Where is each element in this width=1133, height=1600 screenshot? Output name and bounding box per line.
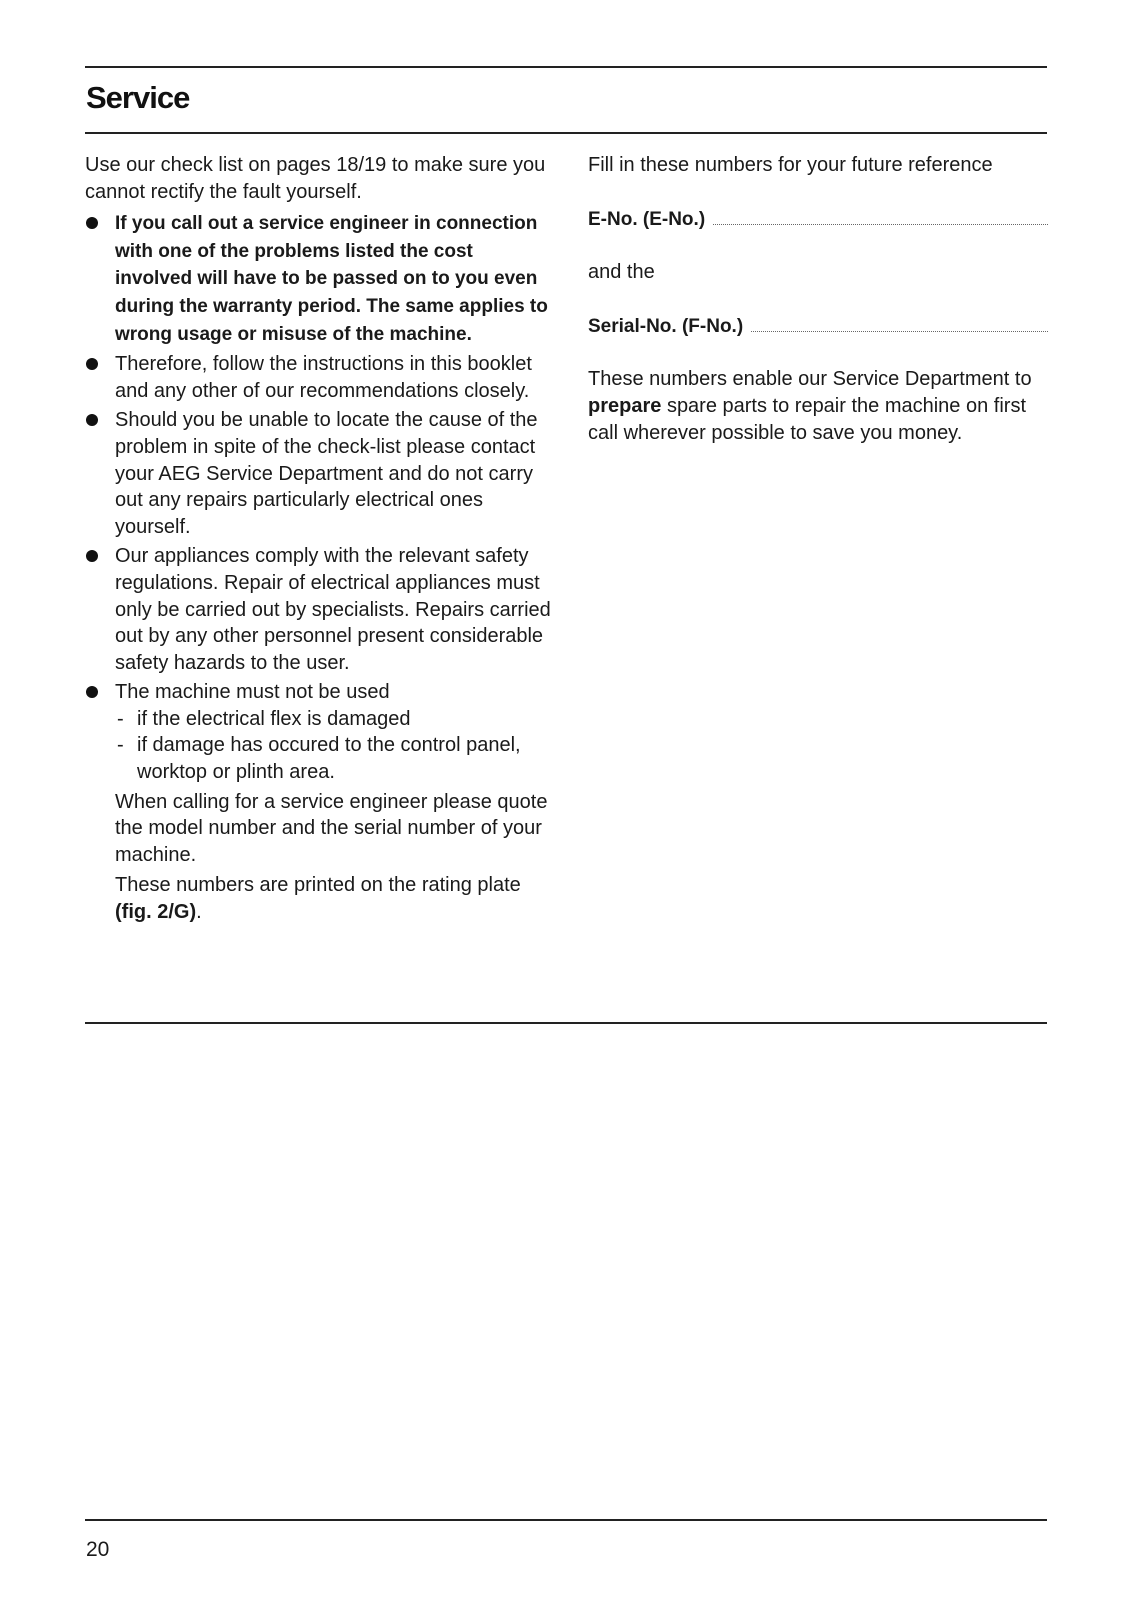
rating-plate-text: These numbers are printed on the rating plate (115, 874, 521, 897)
contact-text: Should you be unable to locate the cause of the problem in spite of the check-list please contact your AEG Service Department and do not carry out any repairs particularly electrical ones yourself. (115, 409, 538, 538)
list-item-not-used (85, 679, 555, 785)
title-rule (85, 132, 1047, 134)
bullet-icon (86, 414, 98, 426)
figure-reference: (fig. 2/G) (115, 901, 197, 924)
info-text-before: These numbers enable our Service Department to (588, 368, 1032, 391)
rating-plate-note (85, 872, 555, 925)
bullet-icon (86, 686, 98, 698)
and-the-text: and the (588, 261, 655, 284)
intro-paragraph: Use our check list on pages 18/19 to make sure you cannot rectify the fault yourself. (85, 154, 546, 203)
dash-item-flex (115, 706, 555, 733)
calling-note: When calling for a service engineer please quote the model number and the serial number of your machine. (115, 790, 548, 866)
list-item-safety (85, 543, 555, 676)
list-item-contact (85, 407, 555, 540)
e-no-label: E-No. (E-No.) (588, 208, 706, 230)
e-no-row (588, 207, 1048, 234)
not-used-text: The machine must not be used (115, 681, 390, 704)
rating-plate-end: . (196, 901, 202, 924)
fill-in-instruction: Fill in these numbers for your future reference (588, 154, 993, 176)
info-text-bold: prepare (588, 394, 662, 417)
dash-icon: - (117, 734, 124, 757)
bullet-icon (86, 550, 98, 562)
top-rule (85, 66, 1047, 68)
bottom-rule (85, 1022, 1047, 1024)
serial-no-row (588, 314, 1048, 341)
dash-item-text: if damage has occured to the control panel, worktop or plinth area. (137, 734, 521, 784)
dash-item-text: if the electrical flex is damaged (137, 707, 411, 730)
page-title: Service (86, 80, 190, 115)
info-text-after: spare parts to repair the machine on first call wherever possible to save you money. (588, 394, 1026, 444)
info-paragraph (588, 366, 1048, 446)
warning-text: If you call out a service engineer in connection with one of the problems listed the cost involved will have to be passed on to you even during the warranty period. The same applies to wrong usage or misuse of the machine. (115, 213, 548, 345)
e-no-fill-line[interactable] (713, 208, 1048, 225)
bullet-icon (86, 217, 98, 229)
page-number: 20 (86, 1538, 110, 1561)
safety-text: Our appliances comply with the relevant safety regulations. Repair of electrical appliances must only be carried out by specialists. Repairs carried out by any other personnel present considerable safety hazards to the user. (115, 545, 551, 674)
left-column (85, 152, 555, 926)
footer-rule (85, 1519, 1047, 1521)
bullet-icon (86, 358, 98, 370)
list-item-instructions (85, 351, 555, 404)
serial-no-label: Serial-No. (F-No.) (588, 315, 744, 337)
dash-item-damage (115, 732, 555, 785)
dash-icon: - (117, 707, 124, 730)
right-column (588, 152, 1048, 446)
serial-no-fill-line[interactable] (751, 315, 1048, 332)
list-item-warning (85, 210, 555, 348)
instructions-text: Therefore, follow the instructions in this booklet and any other of our recommendations closely. (115, 353, 532, 402)
